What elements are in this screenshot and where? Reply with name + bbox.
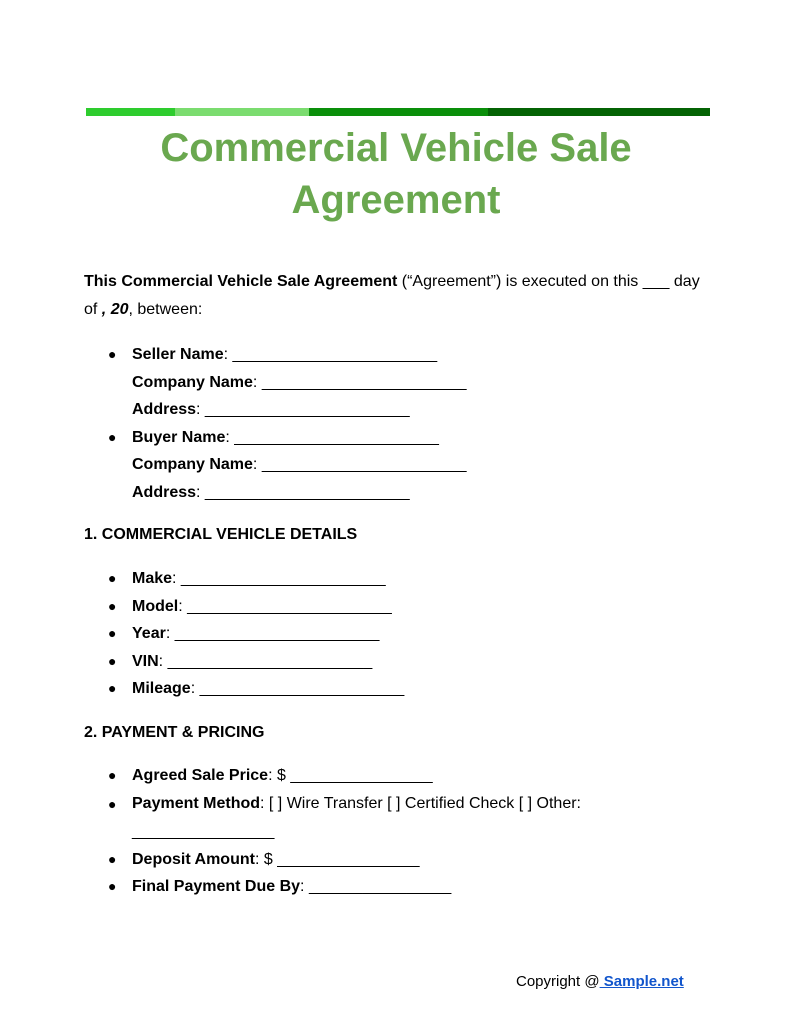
intro-year-emphasis: , 20: [101, 301, 129, 318]
mileage-blank: : _______________________: [190, 680, 405, 697]
sale-price-label: Agreed Sale Price: [132, 767, 269, 784]
seller-name-blank: : _______________________: [223, 346, 438, 363]
vehicle-details-list: [84, 565, 404, 703]
list-item: [84, 424, 466, 452]
bar-segment-2: [175, 108, 309, 116]
seller-company-blank: : _______________________: [252, 373, 467, 391]
bar-segment-1: [86, 108, 175, 116]
list-item: [84, 369, 466, 397]
list-item: [84, 648, 404, 676]
document-title: [86, 122, 706, 226]
list-item: [84, 593, 404, 621]
final-payment-blank: : ________________: [300, 878, 452, 895]
payment-list: [84, 762, 604, 901]
decorative-color-bar: [86, 108, 710, 116]
list-item: [84, 396, 466, 424]
sample-net-link[interactable]: Sample.net: [599, 973, 684, 990]
title-line-1: Commercial Vehicle Sale: [160, 126, 632, 170]
buyer-name-blank: : _______________________: [225, 428, 439, 446]
parties-list: [84, 341, 466, 506]
payment-method-label: Payment Method: [132, 794, 261, 812]
year-label: Year: [132, 625, 166, 642]
mileage-label: Mileage: [132, 680, 191, 697]
list-item: [84, 675, 404, 703]
list-item: [84, 873, 604, 901]
seller-address-blank: : _______________________: [196, 401, 410, 418]
list-item: [84, 479, 466, 507]
list-item: [84, 790, 604, 846]
list-item: [84, 620, 404, 648]
deposit-amount-blank: : $ ________________: [254, 850, 420, 868]
buyer-address-label: Address: [132, 483, 197, 501]
buyer-company-label: Company Name: [132, 456, 253, 473]
buyer-address-blank: : _______________________: [196, 483, 410, 501]
intro-paragraph: [84, 268, 714, 324]
section-heading-payment: 2. PAYMENT & PRICING: [84, 724, 265, 741]
copyright-footer: [516, 970, 684, 994]
title-line-2: Agreement: [291, 178, 501, 222]
seller-name-label: Seller Name: [132, 346, 224, 363]
model-blank: : _______________________: [178, 597, 392, 615]
list-item: [84, 341, 466, 369]
sale-price-blank: : $ ________________: [268, 767, 433, 784]
model-label: Model: [132, 597, 179, 615]
make-label: Make: [132, 570, 173, 587]
bar-segment-3: [309, 108, 488, 116]
buyer-company-blank: : _______________________: [252, 456, 467, 473]
intro-text-2: , between:: [128, 301, 203, 318]
list-item: [84, 565, 404, 593]
list-item: [84, 846, 604, 874]
vin-label: VIN: [132, 652, 159, 670]
vin-blank: : _______________________: [158, 652, 373, 670]
section-heading-vehicle-details: 1. COMMERCIAL VEHICLE DETAILS: [84, 526, 358, 543]
seller-company-label: Company Name: [132, 373, 253, 391]
intro-bold-name: This Commercial Vehicle Sale Agreement: [84, 273, 398, 290]
year-blank: : _______________________: [165, 625, 380, 642]
make-blank: : _______________________: [172, 570, 386, 587]
seller-address-label: Address: [132, 401, 197, 418]
payment-method-options: : [ ] Wire Transfer [ ] Certified Check [ ] Other: ________________: [132, 794, 581, 840]
bar-segment-4: [488, 108, 710, 116]
deposit-amount-label: Deposit Amount: [132, 850, 255, 868]
final-payment-label: Final Payment Due By: [132, 878, 301, 895]
list-item: [84, 451, 466, 479]
buyer-name-label: Buyer Name: [132, 428, 226, 446]
copyright-text: Copyright @: [516, 973, 600, 990]
intro-text-1: (“Agreement”) is executed on this ___ day of: [84, 273, 700, 318]
list-item: [84, 762, 604, 790]
